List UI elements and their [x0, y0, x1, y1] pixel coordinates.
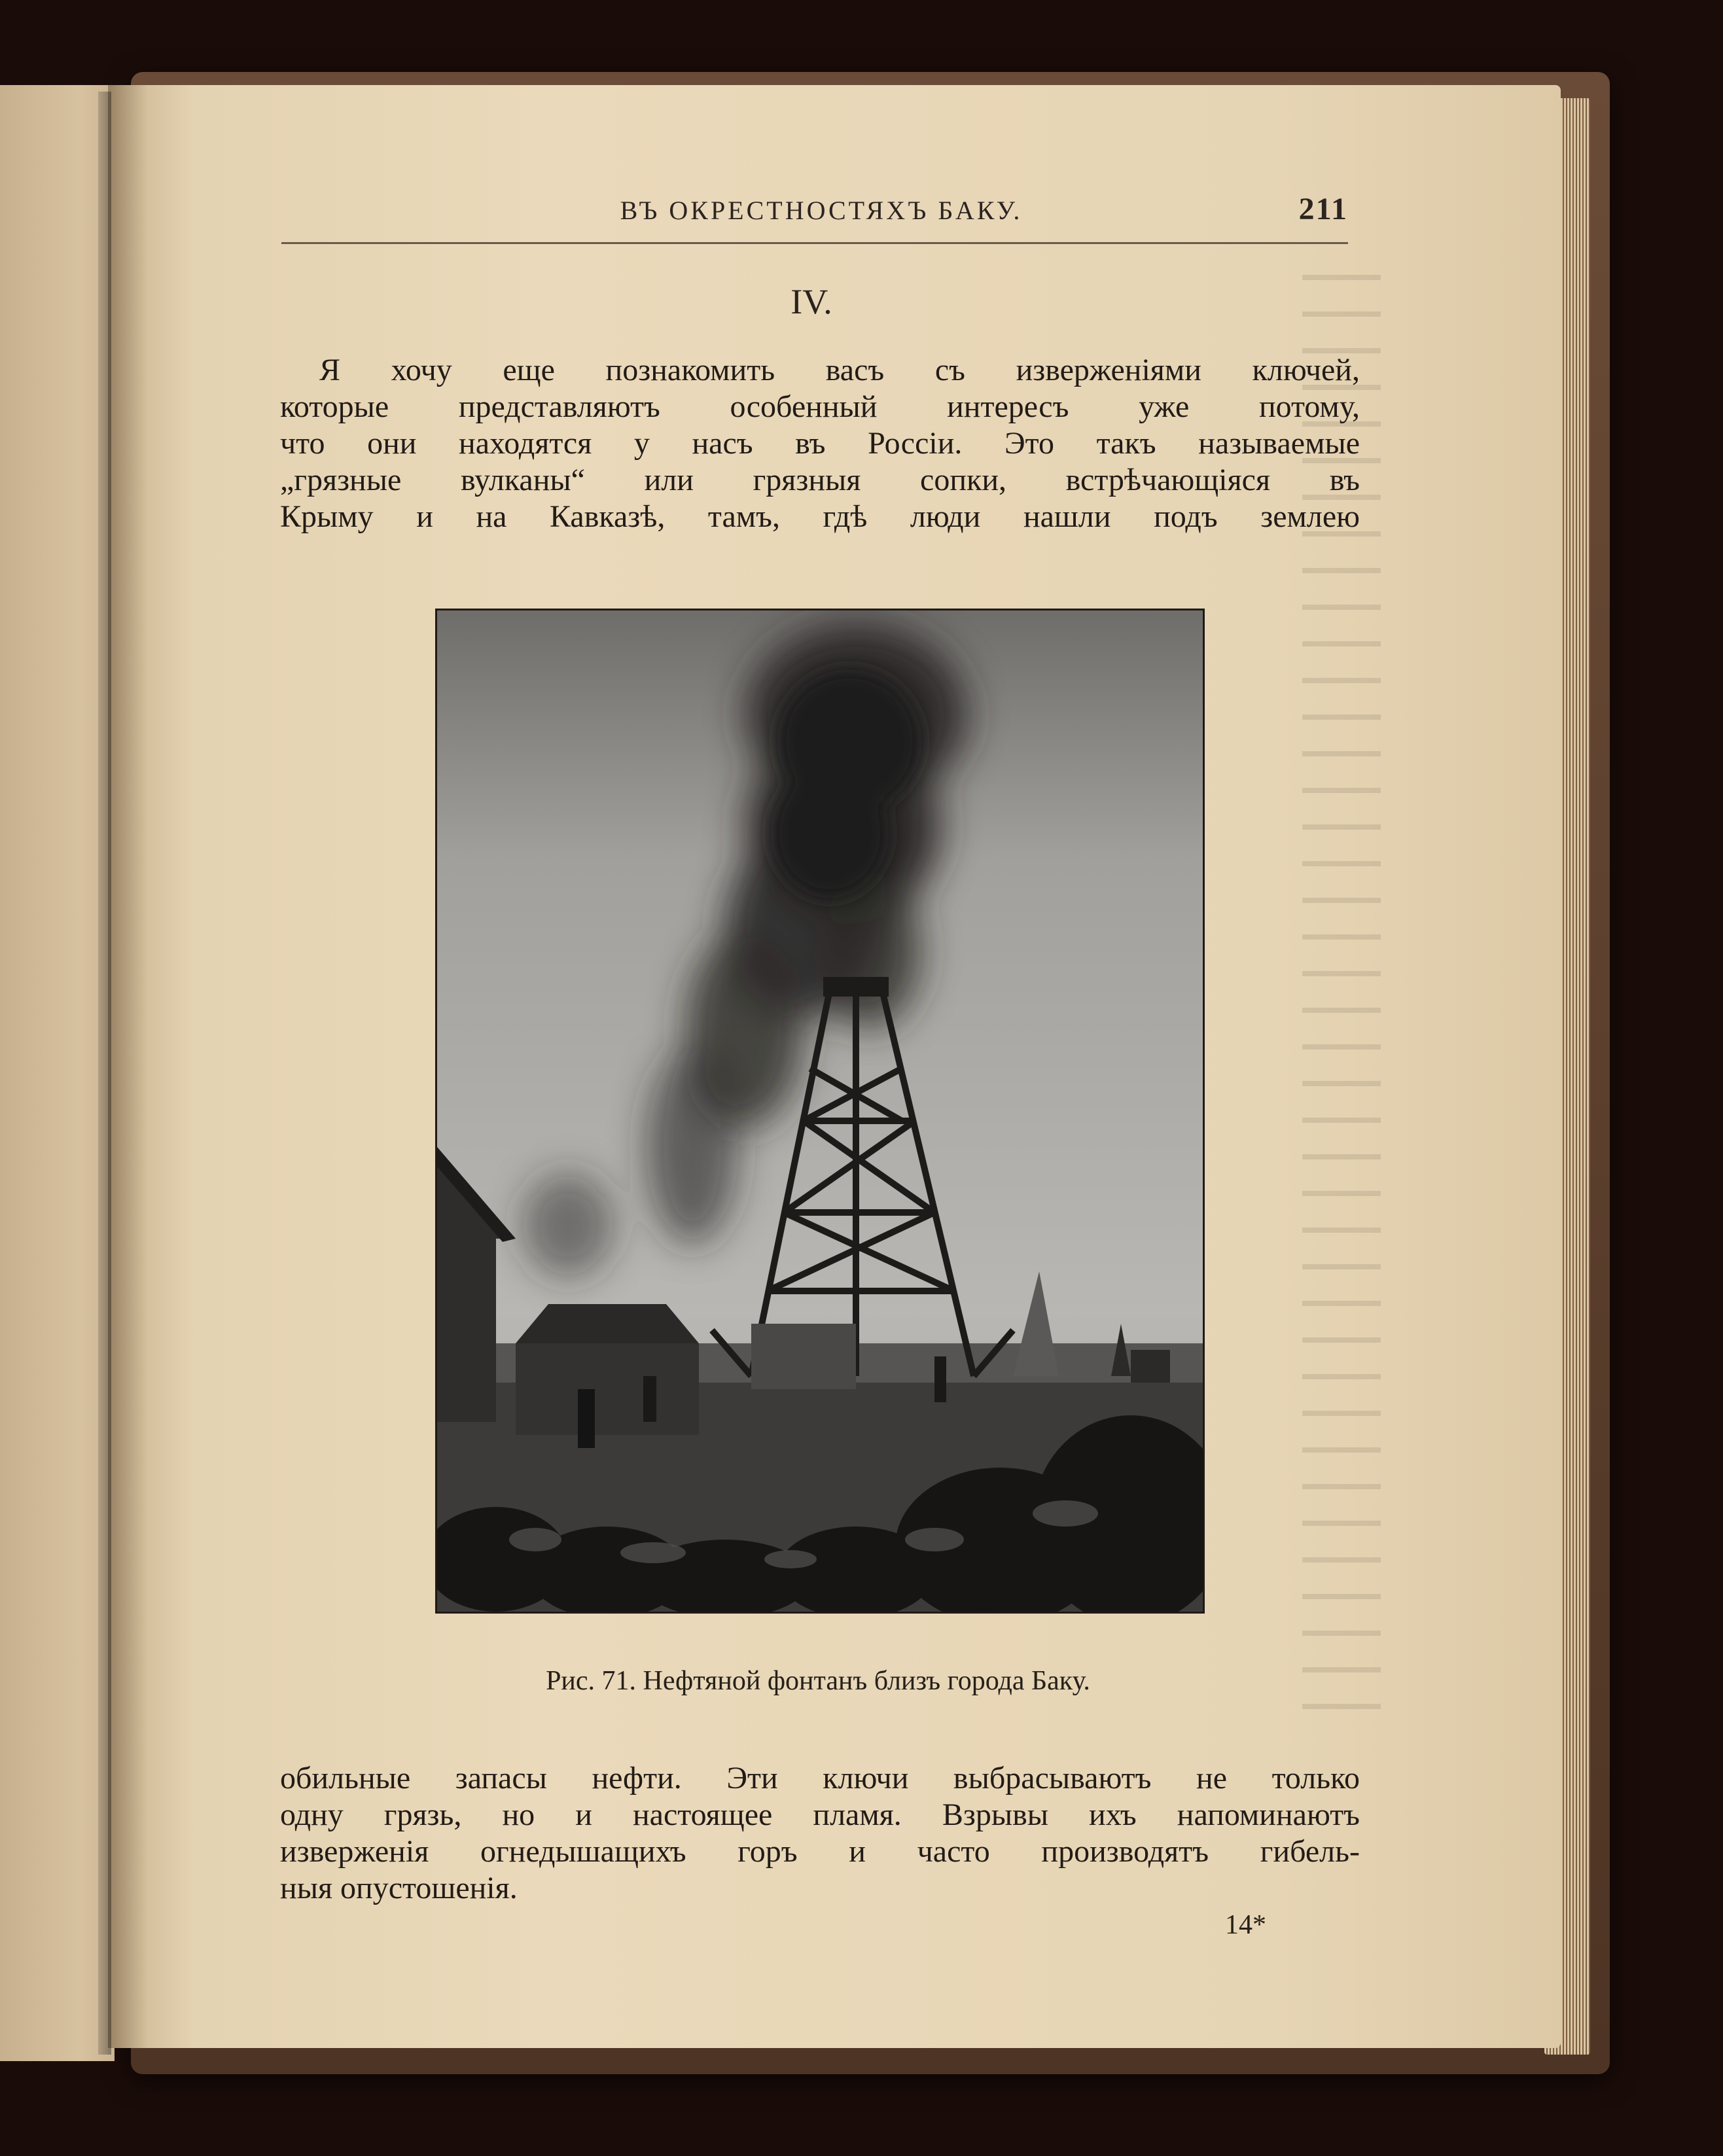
text-line: Я хочу еще познакомить васъ съ изверженіями ключей, — [319, 353, 1360, 387]
text-line: Крыму и на Кавказѣ, тамъ, гдѣ люди нашли подъ землею — [280, 499, 1360, 534]
text-line: одну грязь, но и настоящее пламя. Взрывы ихъ напоминаютъ — [280, 1797, 1360, 1832]
running-title: ВЪ ОКРЕСТНОСТЯХЪ БАКУ. — [620, 196, 1023, 225]
page-number: 211 — [1298, 192, 1348, 226]
figure-caption: Рис. 71. Нефтяной фонтанъ близъ города Баку. — [546, 1666, 1090, 1696]
text-line: обильные запасы нефти. Эти ключи выбрасываютъ не только — [280, 1761, 1360, 1795]
header-rule — [281, 242, 1348, 244]
gutter-shadow — [108, 85, 147, 2048]
paragraph-intro — [280, 352, 1360, 535]
left-page-edge — [98, 92, 111, 2055]
text-line: „грязные вулканы“ или грязныя сопки, встрѣчающіяся въ — [280, 463, 1360, 497]
text-line: изверженія огнедышащихъ горъ и часто производятъ гибель- — [280, 1834, 1360, 1869]
text-line: которые представляютъ особенный интересъ уже потому, — [280, 389, 1360, 424]
signature-mark: 14* — [1225, 1910, 1266, 1940]
section-numeral: IV. — [790, 282, 832, 321]
oil-gusher-photograph — [435, 609, 1205, 1614]
paragraph-continuation — [280, 1760, 1360, 1907]
text-line: что они находятся у насъ въ Россіи. Это такъ называемые — [280, 426, 1360, 461]
running-head — [281, 192, 1361, 234]
left-page — [0, 85, 115, 2061]
text-line: ныя опустошенія. — [280, 1871, 518, 1905]
